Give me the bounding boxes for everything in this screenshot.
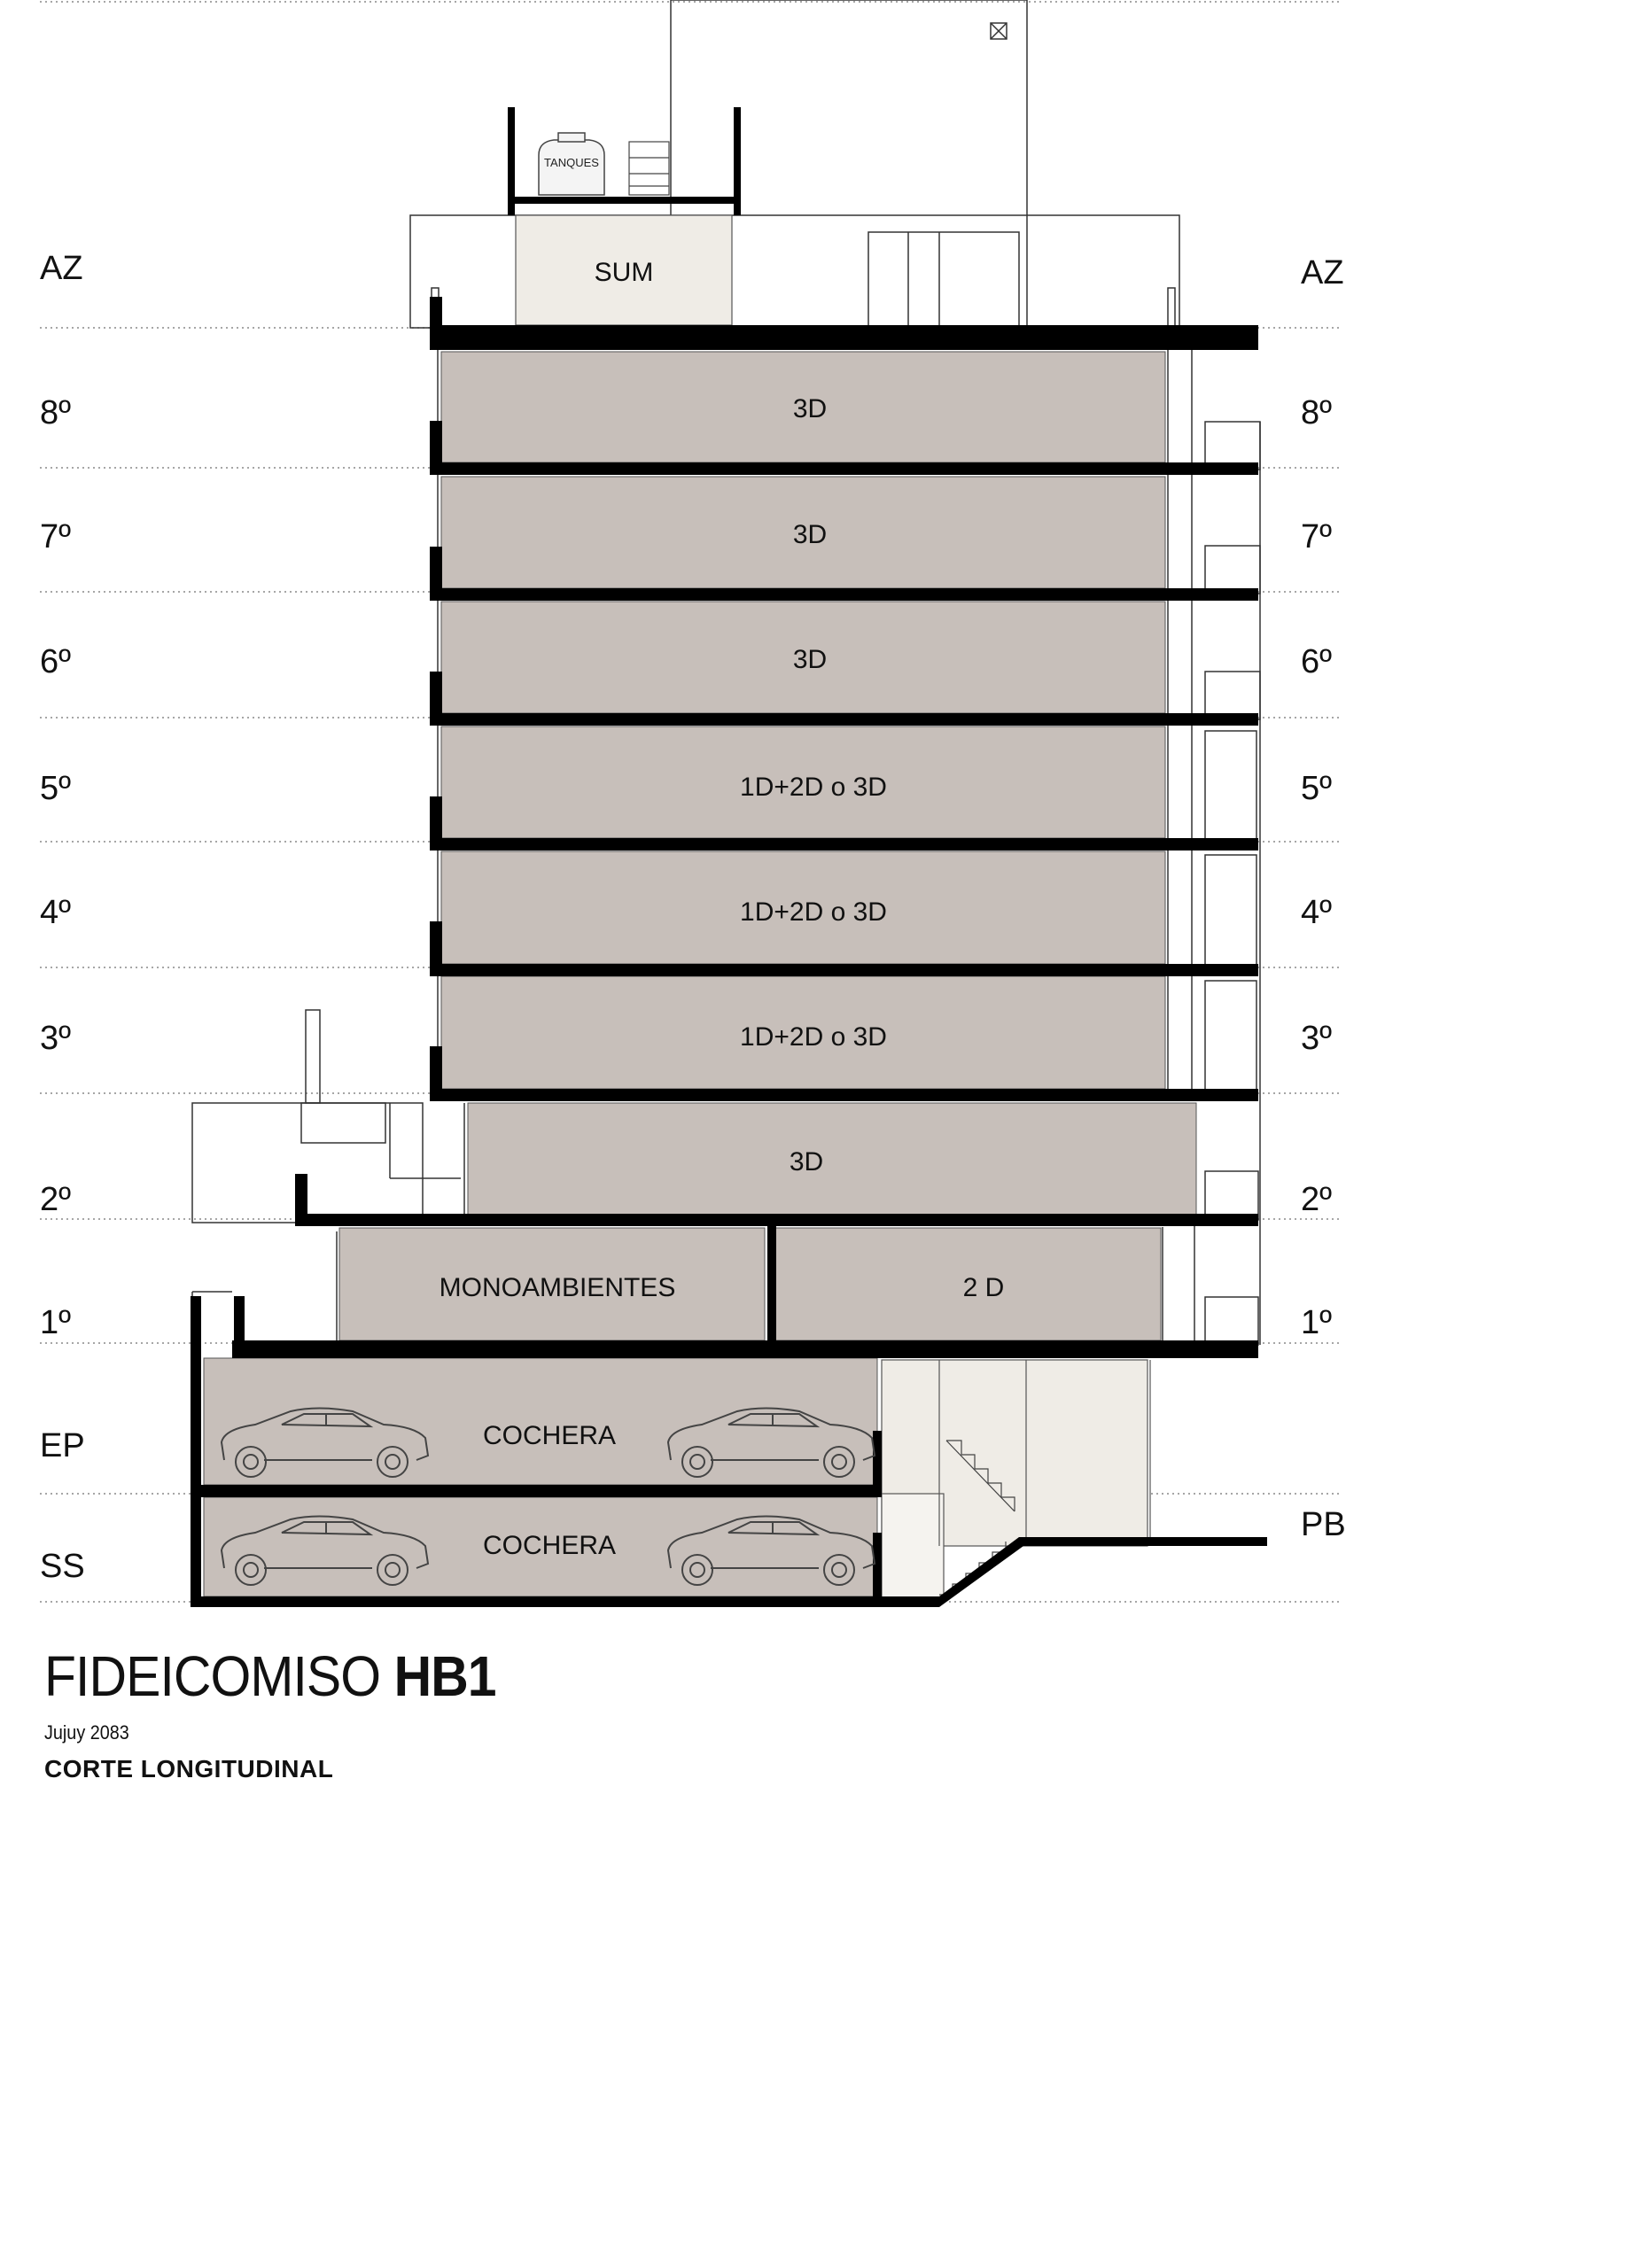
level-labels-right — [1301, 254, 1346, 1543]
level-left-ep: EP — [40, 1427, 85, 1464]
level-left-ss: SS — [40, 1548, 85, 1585]
level-right-7: 7º — [1301, 518, 1333, 555]
room-label-ep-garage: COCHERA — [482, 1421, 617, 1450]
level-left-5: 5º — [40, 770, 72, 807]
level-left-1: 1º — [40, 1304, 72, 1341]
level-left-az: AZ — [40, 250, 83, 287]
level-right-6: 6º — [1301, 643, 1333, 680]
level-right-1: 1º — [1301, 1304, 1333, 1341]
room-label-floor-8: 3D — [792, 394, 828, 423]
level-left-4: 4º — [40, 894, 72, 931]
room-label-floor-1-left: MONOAMBIENTES — [439, 1273, 676, 1302]
room-label-ss-garage: COCHERA — [482, 1531, 617, 1560]
room-label-floor-7: 3D — [792, 520, 828, 549]
room-label-floor-1-right: 2 D — [962, 1273, 1005, 1302]
level-labels-left — [40, 250, 85, 1585]
level-right-2: 2º — [1301, 1181, 1333, 1218]
room-label-floor-6: 3D — [792, 645, 828, 674]
room-label-floor-4: 1D+2D o 3D — [740, 897, 887, 927]
level-right-4: 4º — [1301, 894, 1333, 931]
room-label-floor-2: 3D — [789, 1147, 824, 1177]
project-code: HB1 — [393, 1644, 496, 1708]
level-left-8: 8º — [40, 394, 72, 431]
room-label-floor-5: 1D+2D o 3D — [740, 773, 887, 802]
level-left-7: 7º — [40, 518, 72, 555]
room-label-floor-3: 1D+2D o 3D — [740, 1022, 887, 1052]
level-right-pb: PB — [1301, 1506, 1346, 1543]
title-block — [44, 1643, 535, 1783]
room-label-sum: SUM — [594, 258, 654, 287]
level-left-2: 2º — [40, 1181, 72, 1218]
level-right-8: 8º — [1301, 394, 1333, 431]
project-address: Jujuy 2083 — [44, 1721, 129, 1744]
project-title — [44, 1643, 496, 1709]
level-right-5: 5º — [1301, 770, 1333, 807]
level-left-3: 3º — [40, 1020, 72, 1057]
level-right-az: AZ — [1301, 254, 1344, 291]
level-left-6: 6º — [40, 643, 72, 680]
drawing-type: CORTE LONGITUDINAL — [44, 1755, 334, 1783]
level-right-3: 3º — [1301, 1020, 1333, 1057]
tanques-label: TANQUES — [544, 156, 599, 169]
project-name: FIDEICOMISO — [44, 1644, 381, 1708]
